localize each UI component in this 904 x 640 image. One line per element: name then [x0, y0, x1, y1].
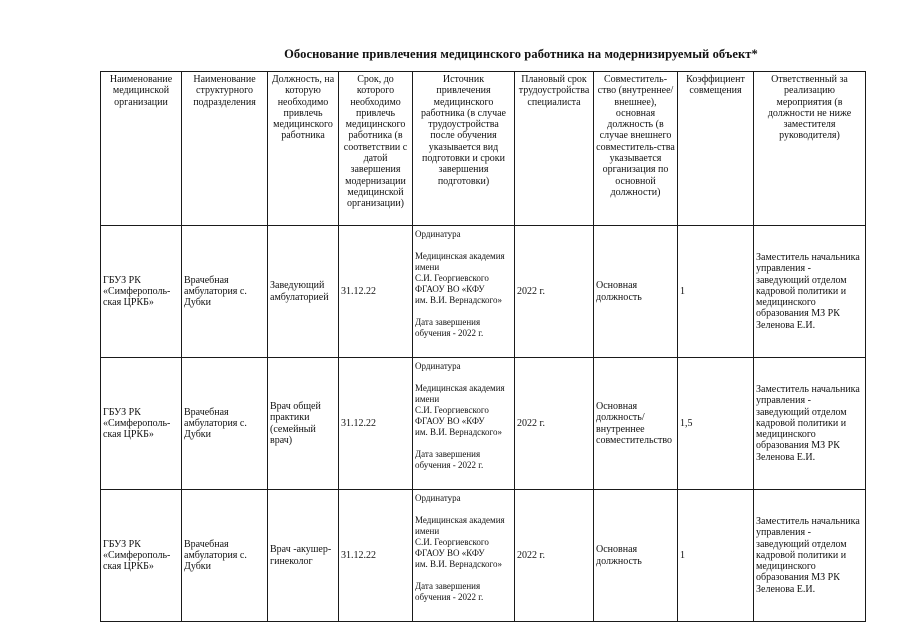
- justification-table: [100, 71, 866, 622]
- cell-coef: 1,5: [678, 358, 754, 490]
- source-end-line: Дата завершения: [415, 317, 481, 327]
- source-end-line: обучения - 2022 г.: [415, 328, 484, 338]
- cell-org: ГБУЗ РК «Симферополь-ская ЦРКБ»: [101, 490, 182, 622]
- source-end-line: Дата завершения: [415, 449, 481, 459]
- source-type: Ординатура: [415, 229, 461, 239]
- cell-source: [413, 490, 515, 622]
- cell-position: Врач общей практики (семейный врач): [268, 358, 339, 490]
- source-institution-line: С.И. Георгиевского: [415, 273, 489, 283]
- table-row: [101, 358, 866, 490]
- cell-deadline: 31.12.22: [339, 490, 413, 622]
- cell-deadline: 31.12.22: [339, 358, 413, 490]
- cell-planned: 2022 г.: [515, 490, 594, 622]
- source-institution-line: им. В.И. Вернадского»: [415, 295, 503, 305]
- source-institution-line: ФГАОУ ВО «КФУ: [415, 416, 485, 426]
- cell-planned: 2022 г.: [515, 226, 594, 358]
- cell-position: Заведующий амбулаторией: [268, 226, 339, 358]
- cell-source: [413, 226, 515, 358]
- source-institution-line: Медицинская академия имени: [415, 383, 505, 404]
- source-institution-line: им. В.И. Вернадского»: [415, 427, 503, 437]
- cell-source: [413, 358, 515, 490]
- table-row: [101, 226, 866, 358]
- source-institution-line: С.И. Георгиевского: [415, 537, 489, 547]
- header-cell-org: Наименование медицинской организации: [101, 72, 182, 226]
- cell-unit: Врачебная амбулатория с. Дубки: [182, 490, 268, 622]
- cell-deadline: 31.12.22: [339, 226, 413, 358]
- source-institution-line: ФГАОУ ВО «КФУ: [415, 284, 485, 294]
- source-institution-line: Медицинская академия имени: [415, 515, 505, 536]
- cell-coef: 1: [678, 490, 754, 622]
- cell-responsible: Заместитель начальника управления - заведующий отделом кадровой политики и медицинского образования МЗ РК Зеленова Е.И.: [754, 358, 866, 490]
- document-title: [0, 47, 904, 62]
- header-cell-source: Источник привлечения медицинского работника (в случае трудоустройства после обучения указывается вид подготовки и сроки завершения подготовки): [413, 72, 515, 226]
- source-end-line: обучения - 2022 г.: [415, 592, 484, 602]
- table-row: [101, 490, 866, 622]
- source-end-line: обучения - 2022 г.: [415, 460, 484, 470]
- cell-responsible: Заместитель начальника управления - заведующий отделом кадровой политики и медицинского образования МЗ РК Зеленова Е.И.: [754, 226, 866, 358]
- header-cell-deadline: Срок, до которого необходимо привлечь медицинского работника (в соответствии с датой завершения модернизации медицинской организации): [339, 72, 413, 226]
- cell-combination: Основная должность: [594, 490, 678, 622]
- header-cell-planned: Плановый срок трудоустройства специалиста: [515, 72, 594, 226]
- source-institution-line: С.И. Георгиевского: [415, 405, 489, 415]
- header-cell-responsible: Ответственный за реализацию мероприятия (в должности не ниже заместителя руководителя): [754, 72, 866, 226]
- header-cell-position: Должность, на которую необходимо привлечь медицинского работника: [268, 72, 339, 226]
- source-institution-line: им. В.И. Вернадского»: [415, 559, 503, 569]
- header-cell-unit: Наименование структурного подразделения: [182, 72, 268, 226]
- source-type: Ординатура: [415, 493, 461, 503]
- header-cell-combination: Совместитель-ство (внутреннее/ внешнее), основная должность (в случае внешнего совместитель-ства указывается организация по основной должности): [594, 72, 678, 226]
- table-header-row: [101, 72, 866, 226]
- source-institution-line: Медицинская академия имени: [415, 251, 505, 272]
- cell-unit: Врачебная амбулатория с. Дубки: [182, 226, 268, 358]
- cell-responsible: Заместитель начальника управления - заведующий отделом кадровой политики и медицинского образования МЗ РК Зеленова Е.И.: [754, 490, 866, 622]
- cell-unit: Врачебная амбулатория с. Дубки: [182, 358, 268, 490]
- cell-combination: Основная должность: [594, 226, 678, 358]
- source-end-line: Дата завершения: [415, 581, 481, 591]
- cell-planned: 2022 г.: [515, 358, 594, 490]
- cell-position: Врач -акушер-гинеколог: [268, 490, 339, 622]
- header-cell-coef: Коэффициент совмещения: [678, 72, 754, 226]
- cell-org: ГБУЗ РК «Симферополь-ская ЦРКБ»: [101, 226, 182, 358]
- cell-org: ГБУЗ РК «Симферополь-ская ЦРКБ»: [101, 358, 182, 490]
- document-title-text: Обоснование привлечения медицинского работника на модернизируемый объект*: [284, 47, 758, 61]
- source-institution-line: ФГАОУ ВО «КФУ: [415, 548, 485, 558]
- cell-coef: 1: [678, 226, 754, 358]
- cell-combination: Основная должность/ внутреннее совместительство: [594, 358, 678, 490]
- source-type: Ординатура: [415, 361, 461, 371]
